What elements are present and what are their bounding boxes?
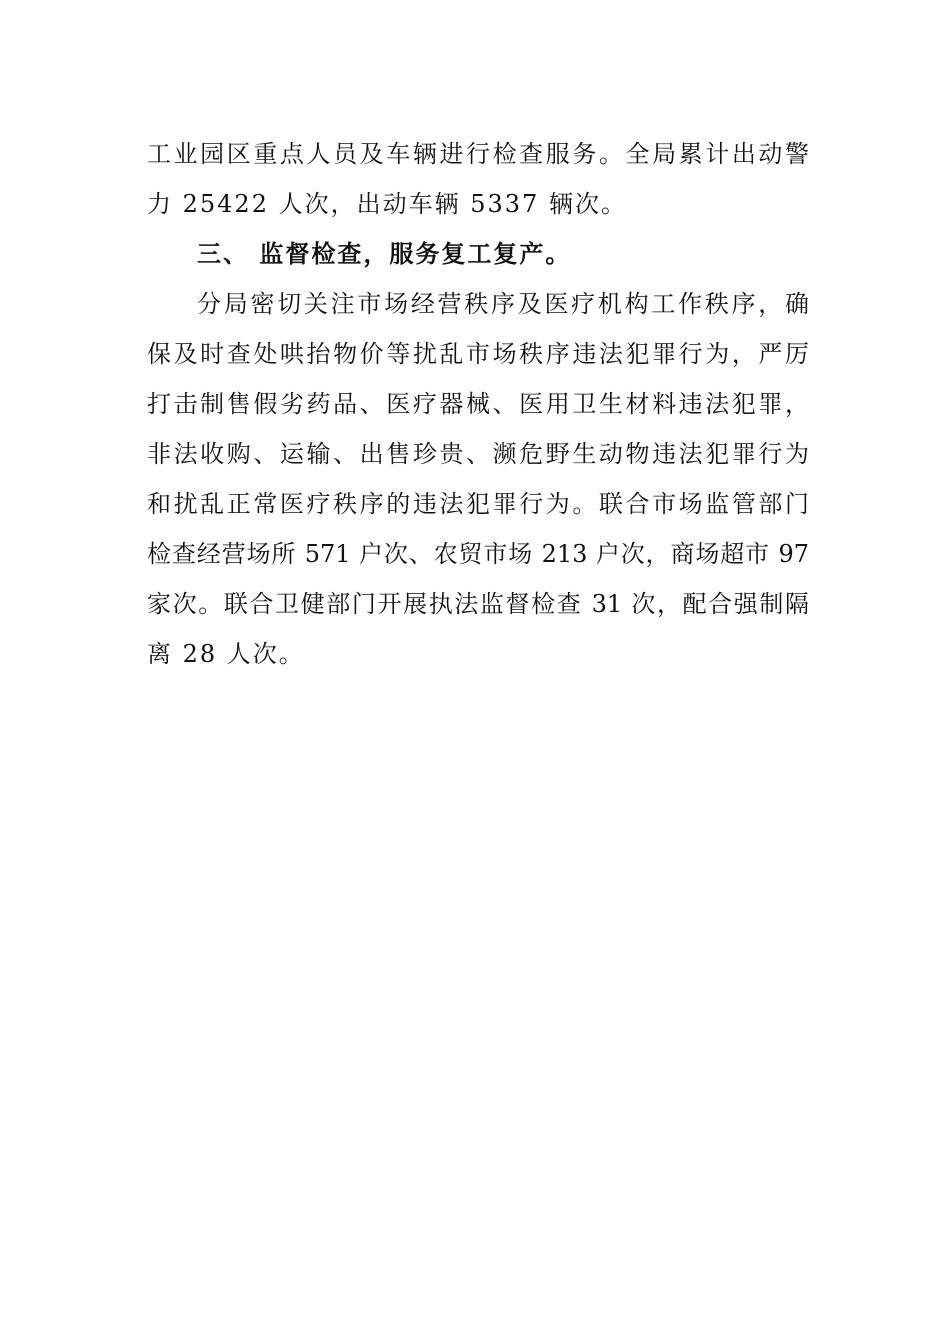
paragraph-2-line-3: 打击制售假劣药品、医疗器械、医用卫生材料违法犯罪，: [147, 390, 809, 418]
paragraph-2-line-4: 非法收购、运输、出售珍贵、濒危野生动物违法犯罪行为: [147, 440, 809, 468]
paragraph-2-line-2: 保及时查处哄抬物价等扰乱市场秩序违法犯罪行为，严厉: [147, 340, 809, 368]
paragraph-1-line-2: 力 25422 人次，出动车辆 5337 辆次。: [147, 190, 627, 218]
paragraph-2-line-7: 家次。联合卫健部门开展执法监督检查 31 次，配合强制隔: [147, 590, 809, 618]
paragraph-2-line-6: 检查经营场所 571 户次、农贸市场 213 户次，商场超市 97: [147, 540, 809, 568]
section-heading: 三、 监督检查，服务复工复产。: [197, 240, 572, 268]
paragraph-1-line-1: 工业园区重点人员及车辆进行检查服务。全局累计出动警: [147, 140, 809, 168]
paragraph-2-line-8: 离 28 人次。: [147, 640, 305, 668]
document-body: [147, 129, 809, 679]
paragraph-2-line-1: 分局密切关注市场经营秩序及医疗机构工作秩序，确: [197, 290, 809, 318]
paragraph-2-line-5: 和扰乱正常医疗秩序的违法犯罪行为。联合市场监管部门: [147, 490, 809, 518]
